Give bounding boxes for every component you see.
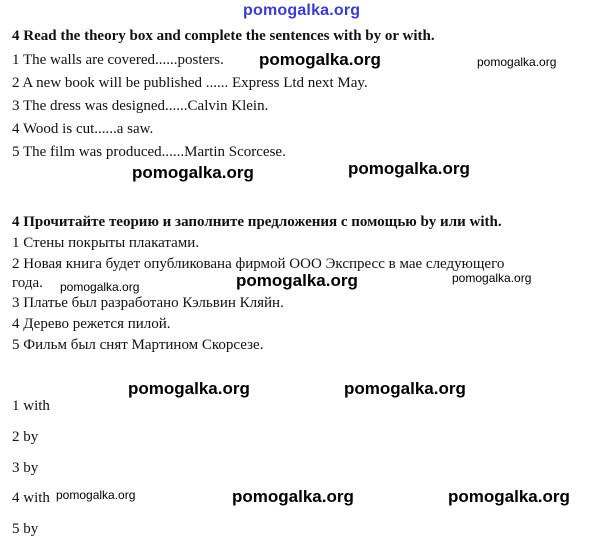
english-sentence-5: 5 The film was produced......Martin Scorcese. bbox=[12, 144, 286, 160]
answer-1: 1 with bbox=[12, 398, 50, 414]
watermark: pomogalka.org bbox=[348, 159, 470, 178]
watermark-top: pomogalka.org bbox=[243, 2, 361, 19]
watermark: pomogalka.org bbox=[448, 487, 570, 506]
russian-sentence-1: 1 Стены покрыты плакатами. bbox=[12, 235, 200, 251]
watermark: pomogalka.org bbox=[232, 487, 354, 506]
russian-heading: 4 Прочитайте теорию и заполните предложения с помощью by или with. bbox=[12, 214, 502, 230]
watermark: pomogalka.org bbox=[259, 50, 381, 69]
answer-4: 4 with bbox=[12, 490, 50, 506]
english-heading: 4 Read the theory box and complete the sentences with by or with. bbox=[12, 28, 435, 44]
english-sentence-3: 3 The dress was designed......Calvin Klein. bbox=[12, 98, 269, 114]
watermark: pomogalka.org bbox=[452, 271, 532, 285]
english-sentence-1: 1 The walls are covered......posters. bbox=[12, 52, 224, 68]
watermark: pomogalka.org bbox=[60, 280, 140, 294]
watermark: pomogalka.org bbox=[344, 379, 466, 398]
russian-sentence-5: 5 Фильм был снят Мартином Скорсезе. bbox=[12, 337, 264, 353]
russian-sentence-2: 2 Новая книга будет опубликована фирмой ООО Экспресс в мае следующего bbox=[12, 256, 505, 272]
russian-sentence-3: 3 Платье был разработано Кэльвин Кляйн. bbox=[12, 295, 284, 311]
answer-3: 3 by bbox=[12, 460, 39, 476]
answer-5: 5 by bbox=[12, 521, 39, 537]
watermark: pomogalka.org bbox=[477, 55, 557, 69]
russian-sentence-2-cont: года. bbox=[12, 275, 43, 291]
watermark: pomogalka.org bbox=[128, 379, 250, 398]
english-sentence-4: 4 Wood is cut......a saw. bbox=[12, 121, 154, 137]
watermark: pomogalka.org bbox=[132, 163, 254, 182]
russian-sentence-4: 4 Дерево режется пилой. bbox=[12, 316, 171, 332]
english-sentence-2: 2 A new book will be published ...... Express Ltd next May. bbox=[12, 75, 368, 91]
answer-2: 2 by bbox=[12, 429, 39, 445]
watermark: pomogalka.org bbox=[236, 271, 358, 290]
watermark: pomogalka.org bbox=[56, 488, 136, 502]
